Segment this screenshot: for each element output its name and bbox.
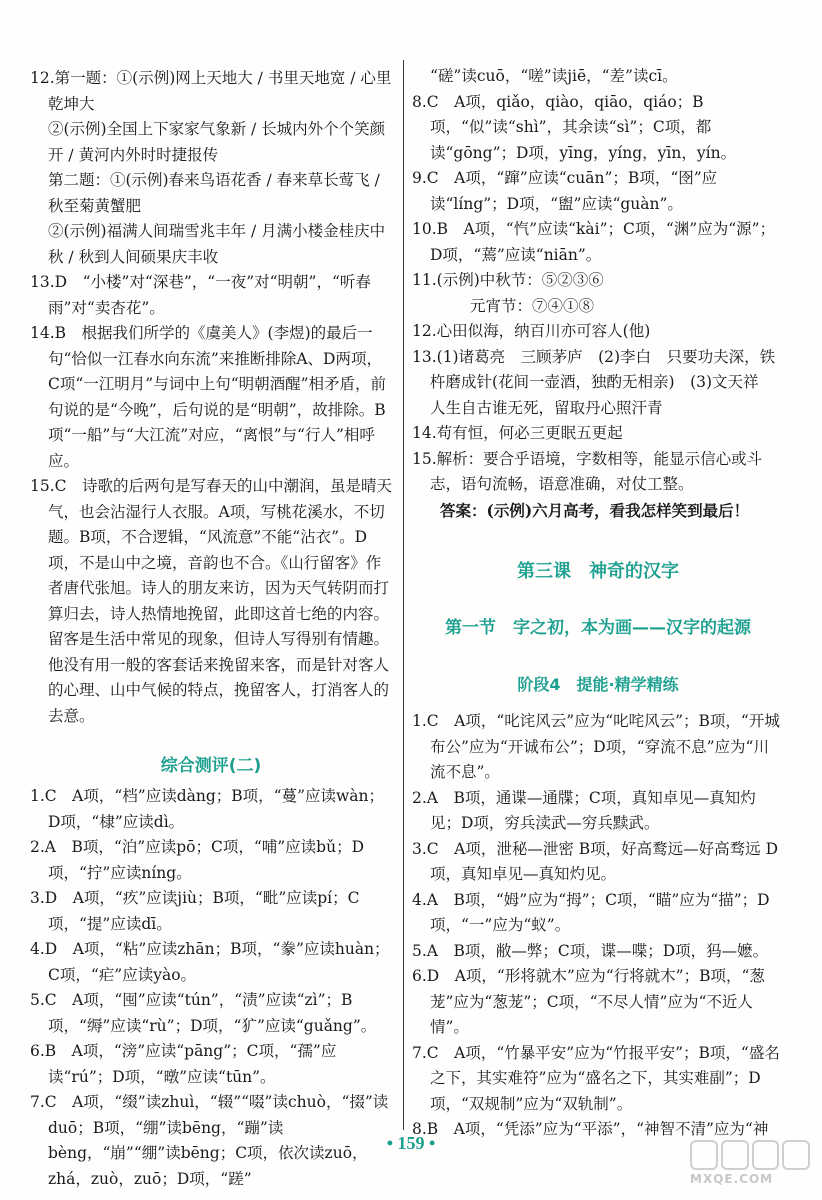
answer-item: 6.D A项，“形将就木”应为“行将就木”；B项，“葱茏”应为“葱茏”；C项，“不尽人情”应为“不近人情”。 bbox=[412, 967, 765, 1036]
column-divider bbox=[403, 60, 404, 1130]
right-column bbox=[412, 64, 784, 1143]
lesson-title: 第三课 神奇的汉字 bbox=[517, 561, 679, 582]
answer-item: 9.C A项，“蹿”应读“cuān”；B项，“囹”应读“líng”；D项，“盥”应读“guàn”。 bbox=[412, 169, 718, 213]
answer-item: 元宵节：⑦④①⑧ bbox=[470, 296, 595, 315]
answer-item: 13.D “小楼”对“深巷”，“一夜”对“明朝”，“听春雨”对“卖杏花”。 bbox=[30, 273, 371, 317]
answer-item: 11.(示例)中秋节：⑤②③⑥ bbox=[412, 271, 604, 289]
answer-item: 5.A B项，敝—弊；C项，谍—喋；D项，犸—嬷。 bbox=[412, 941, 769, 960]
answer-item: 1.C A项，“档”应读dàng；B项，“蔓”应读wàn；D项，“棣”应读dì。 bbox=[30, 787, 384, 831]
answer-item: 8.B A项，“凭添”应为“平添”，“神智不清”应为“神 bbox=[412, 1120, 769, 1138]
answer-item: 1.C A项，“叱诧风云”应为“叱咤风云”；B项，“开城布公”应为“开诚布公”；D项，“穿流不息”应为“川流不息”。 bbox=[412, 712, 780, 781]
answer-item: ②(示例)福满人间瑞雪兆丰年 ∕ 月满小楼金桂庆中秋 ∕ 秋到人间硕果庆丰收 bbox=[48, 222, 386, 266]
answer-item: 12.第一题：①(示例)网上天地大 ∕ 书里天地宽 ∕ 心里乾坤大 bbox=[30, 69, 392, 113]
answer-item: 14.苟有恒，何必三更眠五更起 bbox=[412, 424, 623, 442]
left-column bbox=[30, 66, 392, 1192]
answer-item: 2.A B项，通谍—通牒；C项，真知卓见—真知灼见；D项，穷兵渎武—穷兵黩武。 bbox=[412, 788, 756, 832]
answer-item: 2.A B项，“泊”应读pō；C项，“哺”应读bǔ；D项，“拧”应读níng。 bbox=[30, 838, 365, 882]
page-number: • 159 • bbox=[386, 1133, 436, 1153]
answer-item: 12.心田似海，纳百川亦可容人(他) bbox=[412, 322, 651, 340]
watermark-icon bbox=[690, 1140, 810, 1170]
answer-item: ②(示例)全国上下家家气象新 ∕ 长城内外个个笑颜开 ∕ 黄河内外时时捷报传 bbox=[48, 120, 386, 164]
answer-item: 13.(1)诸葛亮 三顾茅庐 (2)李白 只要功夫深，铁杵磨成针(花间一壶酒，独酌无相亲) (3)文天祥 人生自古谁无死，留取丹心照汗青 bbox=[412, 347, 776, 417]
answer-item: 15.解析：要合乎语境，字数相等，能显示信心或斗志，语句流畅，语意准确，对仗工整。 bbox=[412, 449, 763, 493]
watermark-url: MXQE.COM bbox=[690, 1172, 774, 1186]
answer-item: 6.B A项，“滂”应读“pāng”；C项，“孺”应读“rú”；D项，“暾”应读“tūn”。 bbox=[30, 1042, 337, 1086]
answer-item: 第二题：①(示例)春来鸟语花香 ∕ 春来草长莺飞 ∕ 秋至菊黄蟹肥 bbox=[48, 171, 385, 215]
section-title: 第一节 字之初，本为画——汉字的起源 bbox=[445, 618, 751, 638]
answer-item: 7.C A项，“竹暴平安”应为“竹报平安”；B项，“盛名之下，其实难符”应为“盛名之下，其实难副”；D项，“双规制”应为“双轨制”。 bbox=[412, 1043, 780, 1113]
answer-item: 3.C A项，泄秘—泄密 B项，好高鹜远—好高骛远 D项，真知卓见—真知灼见。 bbox=[412, 839, 779, 883]
answer-item: 7.C A项，“缀”读zhuì，“辍”“啜”读chuò，“掇”读duō；B项，“绷”读bēng，“蹦”读bèng，“崩”“绷”读bēng；C项，依次读zuō，zhá，zuò，zuō；D项，“蹉” bbox=[30, 1093, 389, 1188]
answer-item: 5.C A项，“囤”应读“tún”，“渍”应读“zì”；B项，“缛”应读“rù”；D项，“犷”应读“guǎng”。 bbox=[30, 991, 377, 1035]
answer-item: 答案：(示例)六月高考，看我怎样笑到最后！ bbox=[440, 500, 750, 520]
answer-item: 3.D A项，“疚”应读jiù；B项，“毗”应读pí；C项，“提”应读dī。 bbox=[30, 889, 360, 933]
section-title: 综合测评(二) bbox=[160, 756, 262, 776]
answer-item: “磋”读cuō，“嗟”读jiē，“差”读cī。 bbox=[430, 67, 678, 85]
watermark-logo bbox=[690, 1140, 810, 1194]
answer-item: 15.C 诗歌的后两句是写春天的山中潮润，虽是晴天气，也会沾湿行人衣服。A项，写桃花溪水，不切题。B项，不合逻辑，“风流意”不能“沾衣”。D项，不是山中之境，音韵也不合。《山行留客》作者唐代张旭。诗人的朋友来访，因为天气转阴而打算归去，诗人热情地挽留，此即这首七绝的内容。留客是生活中常见的现象，但诗人写得别有情趣。他没有用一般的客套话来挽留来客，而是针对客人的心理、山中气候的特点，挽留客人，打消客人的去意。 bbox=[30, 477, 393, 725]
answer-item: 4.D A项，“粘”应读zhān；B项，“豢”应读huàn；C项，“疟”应读yào。 bbox=[30, 940, 390, 984]
answer-item: 8.C A项，qiǎo，qiào，qiāo，qiáo；B项，“似”读“shì”，其余读“sì”；C项，都读“gōng”；D项，yīng，yíng，yīn，yín。 bbox=[412, 92, 737, 162]
answer-item: 4.A B项，“姆”应为“拇”；C项，“瞄”应为“描”；D项，“一”应为“蚁”。 bbox=[412, 890, 770, 934]
stage-title: 阶段4 提能·精学精练 bbox=[517, 675, 679, 694]
answer-item: 14.B 根据我们所学的《虞美人》(李煜)的最后一句“恰似一江春水向东流”来推断排除A、D两项，C项“一江明月”与词中上句“明朝酒醒”相矛盾，前句说的是“今晚”，后句说的是“明朝”，故排除。B项“一船”与“大江流”对应，“离恨”与“行人”相呼应。 bbox=[30, 324, 387, 470]
answer-item: 10.B A项，“忾”应读“kài”；C项，“渊”应为“源”；D项，“蔫”应读“niān”。 bbox=[412, 220, 776, 264]
